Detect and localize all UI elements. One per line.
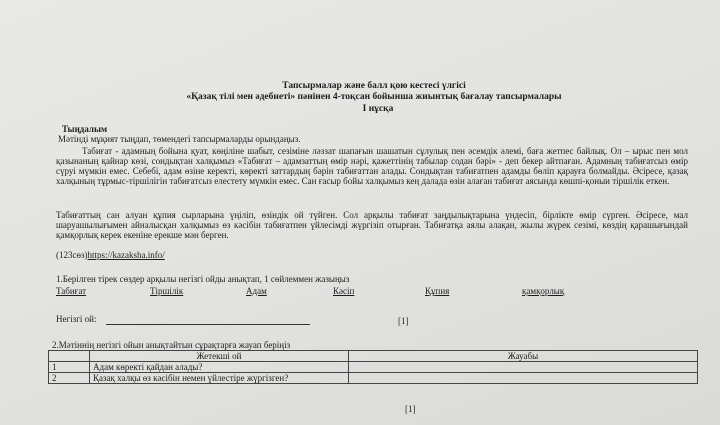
row-answer[interactable] bbox=[349, 373, 698, 384]
row-number: 1 bbox=[49, 362, 90, 373]
table-header: Жетекші ой bbox=[90, 351, 349, 362]
keyword: Табиғат bbox=[56, 286, 87, 296]
keyword: Құпия bbox=[425, 286, 450, 296]
row-question: Қазақ халқы өз кәсібін немен үйлестіре жүргізген? bbox=[90, 373, 349, 384]
question-1-mark: [1] bbox=[398, 316, 409, 326]
variant-label: I нұсқа bbox=[362, 104, 394, 114]
keyword: қамқорлық bbox=[522, 286, 565, 296]
question-2-mark: [1] bbox=[405, 404, 416, 414]
page-subtitle: «Қазақ тілі мен әдебиеті» пәнінен 4-тоқсан бойынша жиынтық бағалау тапсырмалары bbox=[186, 92, 562, 102]
text-paragraph-1: Табиғат - адамның бойына қуат, көңіліне шабыт, сезіміне ләззат шапағын шашатын сұлулық пен әсемдік әлемі, бағa жетпес байлық. Ол – ырыс пен мол қазынаның қайнар көзі, сондықтан халқымыз «Табиғат – адамзаттың өмір нәрі, қажеттінің табылар содан бәрі» - деп бекер айтпаған. Адамның табиғатсыз өмір сүруі мүмкін емес. Себебі, адам өзіне керекті, көректі заттардың бәрін табиғаттан алады. Сондықтан табиғатпен адамды бөліп қарауға болмайды. Әсіресе, қазақ халқының тұрмыс-тіршілігін табиғатсыз елестету мүмкін емес. Сан ғасыр бойы халқымыз кең далада өзін алаған табиғат аясында көшпі-қоныи тіршілік еткен. bbox=[56, 146, 688, 186]
row-question: Адам көректі қайдан алады? bbox=[90, 362, 349, 373]
table-row bbox=[49, 373, 698, 384]
table-header: Жауабы bbox=[349, 351, 698, 362]
keyword: Тіршілік bbox=[150, 286, 184, 296]
table-header bbox=[49, 351, 90, 362]
main-idea-answer-line[interactable] bbox=[106, 324, 310, 325]
table-row bbox=[49, 362, 698, 373]
source-reference bbox=[56, 250, 165, 260]
questions-table bbox=[48, 350, 698, 384]
table-header-row bbox=[49, 351, 698, 362]
main-idea-label: Негізгі ой: bbox=[56, 314, 97, 324]
text-paragraph-2: Табиғаттың сан алуан құпия сырларына үңіліп, өзіндік ой түйген. Сол арқылы табиғат заңдылықтарына үндесіп, бірлікте өмір сүрген. Әсіресе, мал шаруашылығымен айналысқан халқымыз өз кәсібін табиғатпен үйлесімді жүргізіп отырған. Табиғатқа аялы алақан, жылы жүрек сезімі, көздің қарашығындай қамқорлық керек екеніне ерекше мән берген. bbox=[56, 210, 688, 240]
row-answer[interactable] bbox=[349, 362, 698, 373]
source-link[interactable]: https://kazaksha.info/ bbox=[87, 250, 165, 260]
question-1-prompt: 1.Берілген тірек сөздер арқылы негізгі ойды анықтап, 1 сөйлеммен жазыңыз bbox=[56, 274, 350, 284]
keyword: Адам bbox=[246, 286, 267, 296]
instruction-text: Мәтінді мұқият тыңдап, төмендегі тапсырмаларды орындаңыз. bbox=[58, 134, 301, 144]
section-title: Тыңдалым bbox=[62, 124, 108, 134]
row-number: 2 bbox=[49, 373, 90, 384]
page-title: Тапсырмалар және балл қою кестесі үлгісі bbox=[282, 81, 466, 91]
question-2-prompt: 2.Мәтіннің негізгі ойын анықтайтын сұрақтарға жауап беріңіз bbox=[52, 340, 291, 350]
word-count: (123сөз) bbox=[56, 250, 88, 260]
keyword: Кәсіп bbox=[333, 286, 355, 296]
